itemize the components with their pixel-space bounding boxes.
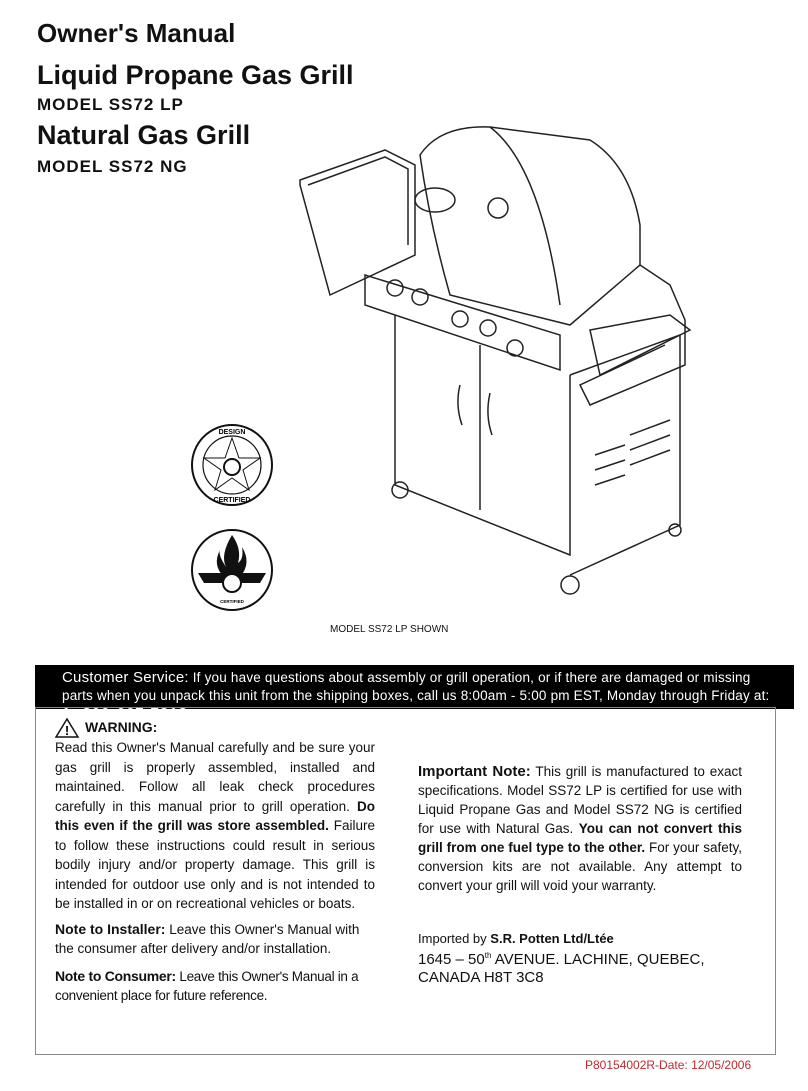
document-code: P80154002R-Date: 12/05/2006 xyxy=(585,1058,752,1072)
svg-text:!: ! xyxy=(64,723,70,738)
warning-title: WARNING: xyxy=(85,719,158,736)
important-note xyxy=(418,762,742,895)
warning-text: Read this Owner's Manual carefully and be sure your gas grill is properly assembled, installed and maintained. Follow all leak check procedures carefully in this manual prior to grill operation. xyxy=(55,740,375,814)
illustration-caption: MODEL SS72 LP SHOWN xyxy=(330,624,449,635)
importer-info xyxy=(418,930,705,987)
important-bold: You can not convert this grill from one fuel type to the other. xyxy=(418,821,742,855)
warning-triangle-icon xyxy=(55,718,79,738)
phone-number: 1- 800-667-7313 xyxy=(62,705,188,722)
consumer-label: Note to Consumer: xyxy=(55,967,176,984)
address-number: 1645 – 50 xyxy=(418,951,485,968)
installer-label: Note to Installer: xyxy=(55,920,166,937)
customer-service-text: If you have questions about assembly or grill operation, or if there are damaged or missing parts when you unpack this unit from the shipping boxes, call us 8:00am - 5:00 pm EST, Monday through Friday at: xyxy=(62,670,770,703)
address-line-2: CANADA H8T 3C8 xyxy=(418,969,544,986)
important-label: Important Note: xyxy=(418,763,531,780)
address-sup: th xyxy=(484,951,492,960)
customer-service-banner xyxy=(35,665,794,722)
model-lp: MODEL SS72 LP xyxy=(37,95,184,114)
customer-service-label: Customer Service: xyxy=(62,669,189,686)
warning-bold: Do this even if the grill was store assembled. xyxy=(55,798,375,833)
model-ng: MODEL SS72 NG xyxy=(37,157,188,176)
svg-text:CERTIFIED: CERTIFIED xyxy=(213,497,251,504)
consumer-text: Leave this Owner's Manual in a convenient place for future reference. xyxy=(55,968,359,1003)
warning-section xyxy=(55,718,375,1006)
importer-name: S.R. Potten Ltd/Ltée xyxy=(490,931,614,946)
svg-text:CERTIFIED: CERTIFIED xyxy=(220,599,244,604)
svg-text:DESIGN: DESIGN xyxy=(218,429,246,436)
grill-illustration xyxy=(290,105,710,610)
product-lp-title: Liquid Propane Gas Grill xyxy=(37,60,354,90)
address-line-1: AVENUE. LACHINE, QUEBEC, xyxy=(494,951,705,968)
design-certified-logo xyxy=(190,420,275,510)
warning-text-2: Failure to follow these instructions could result in serious bodily injury and/or property damage. This grill is intended for outdoor use only and is not intended to be installed in or on recreational vehicles or boats. xyxy=(55,818,375,911)
installer-text: Leave this Owner's Manual with the consumer after delivery and/or installation. xyxy=(55,921,360,956)
flame-certified-logo xyxy=(190,525,275,615)
important-text-2: For your safety, conversion kits are not available. Any attempt to convert your grill will void your warranty. xyxy=(418,840,742,893)
document-title: Owner's Manual xyxy=(37,18,236,48)
importer-prefix: Imported by xyxy=(418,931,487,946)
important-text: This grill is manufactured to exact specifications. Model SS72 LP is certified for use with Liquid Propane Gas and Model SS72 NG is certified for use with Natural Gas. xyxy=(418,764,742,836)
product-ng-title: Natural Gas Grill xyxy=(37,120,251,150)
